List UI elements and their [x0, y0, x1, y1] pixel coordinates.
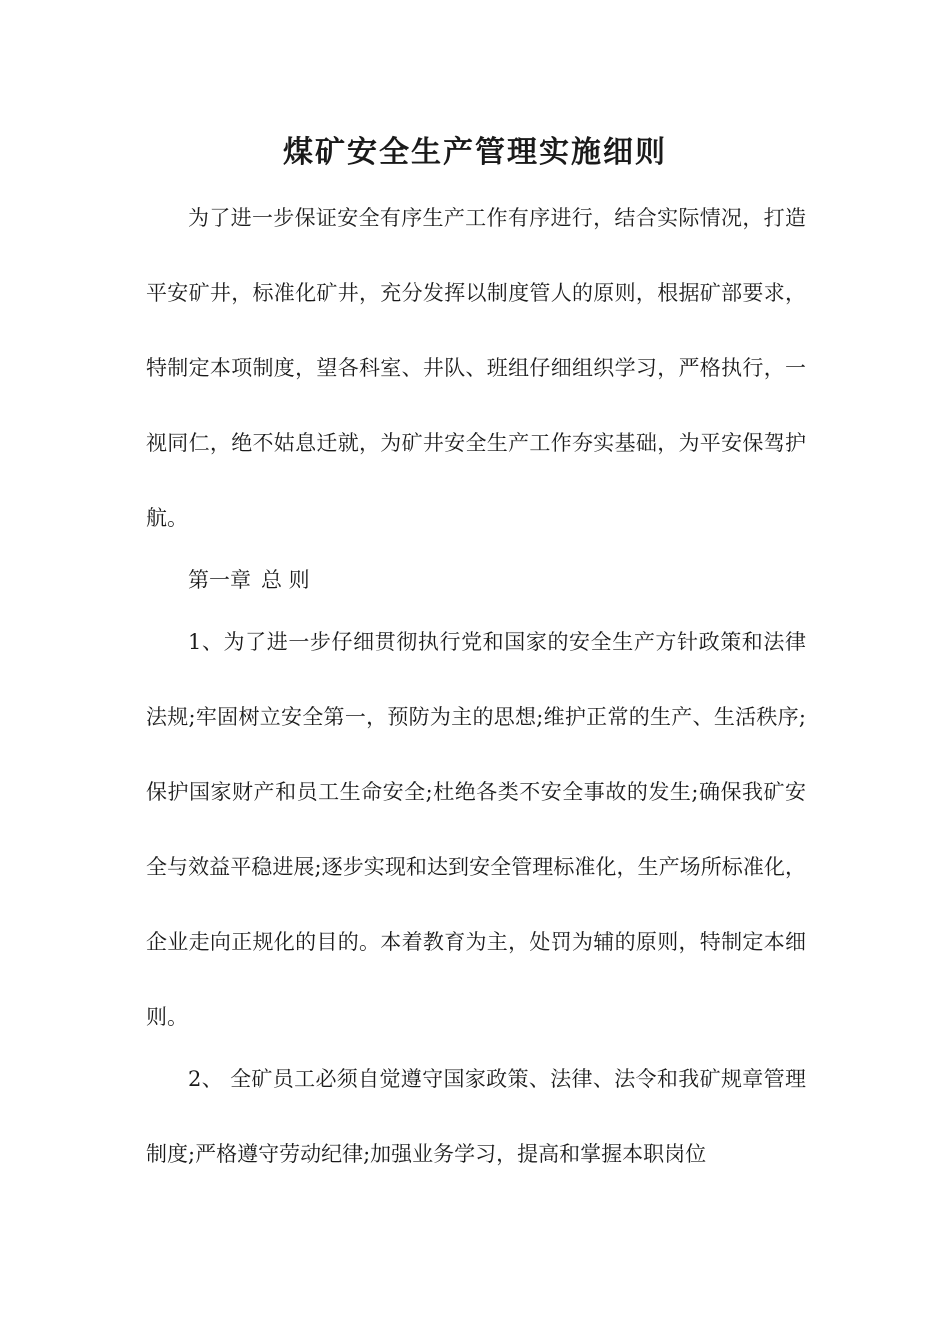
article-2-paragraph: 2、 全矿员工必须自觉遵守国家政策、法律、法令和我矿规章管理制度;严格遵守劳动纪律;加强业务学习，提高和掌握本职岗位: [146, 1067, 806, 1166]
intro-paragraph: 为了进一步保证安全有序生产工作有序进行，结合实际情况，打造平安矿井，标准化矿井，充分发挥以制度管人的原则，根据矿部要求，特制定本项制度，望各科室、井队、班组仔细组织学习，严格执行，一视同仁，绝不姑息迁就，为矿井安全生产工作夯实基础，为平安保驾护航。: [146, 206, 806, 530]
document-title: 煤矿安全生产管理实施细则: [283, 135, 667, 170]
chapter-number: 第一章: [188, 568, 251, 592]
article-1-paragraph: 1、为了进一步仔细贯彻执行党和国家的安全生产方针政策和法律法规;牢固树立安全第一，预防为主的思想;维护正常的生产、生活秩序;保护国家财产和员工生命安全;杜绝各类不安全事故的发生;确保我矿安全与效益平稳进展;逐步实现和达到安全管理标准化，生产场所标准化，企业走向正规化的目的。本着教育为主，处罚为辅的原则，特制定本细则。: [146, 630, 806, 1029]
chapter-name: 总 则: [261, 568, 310, 592]
